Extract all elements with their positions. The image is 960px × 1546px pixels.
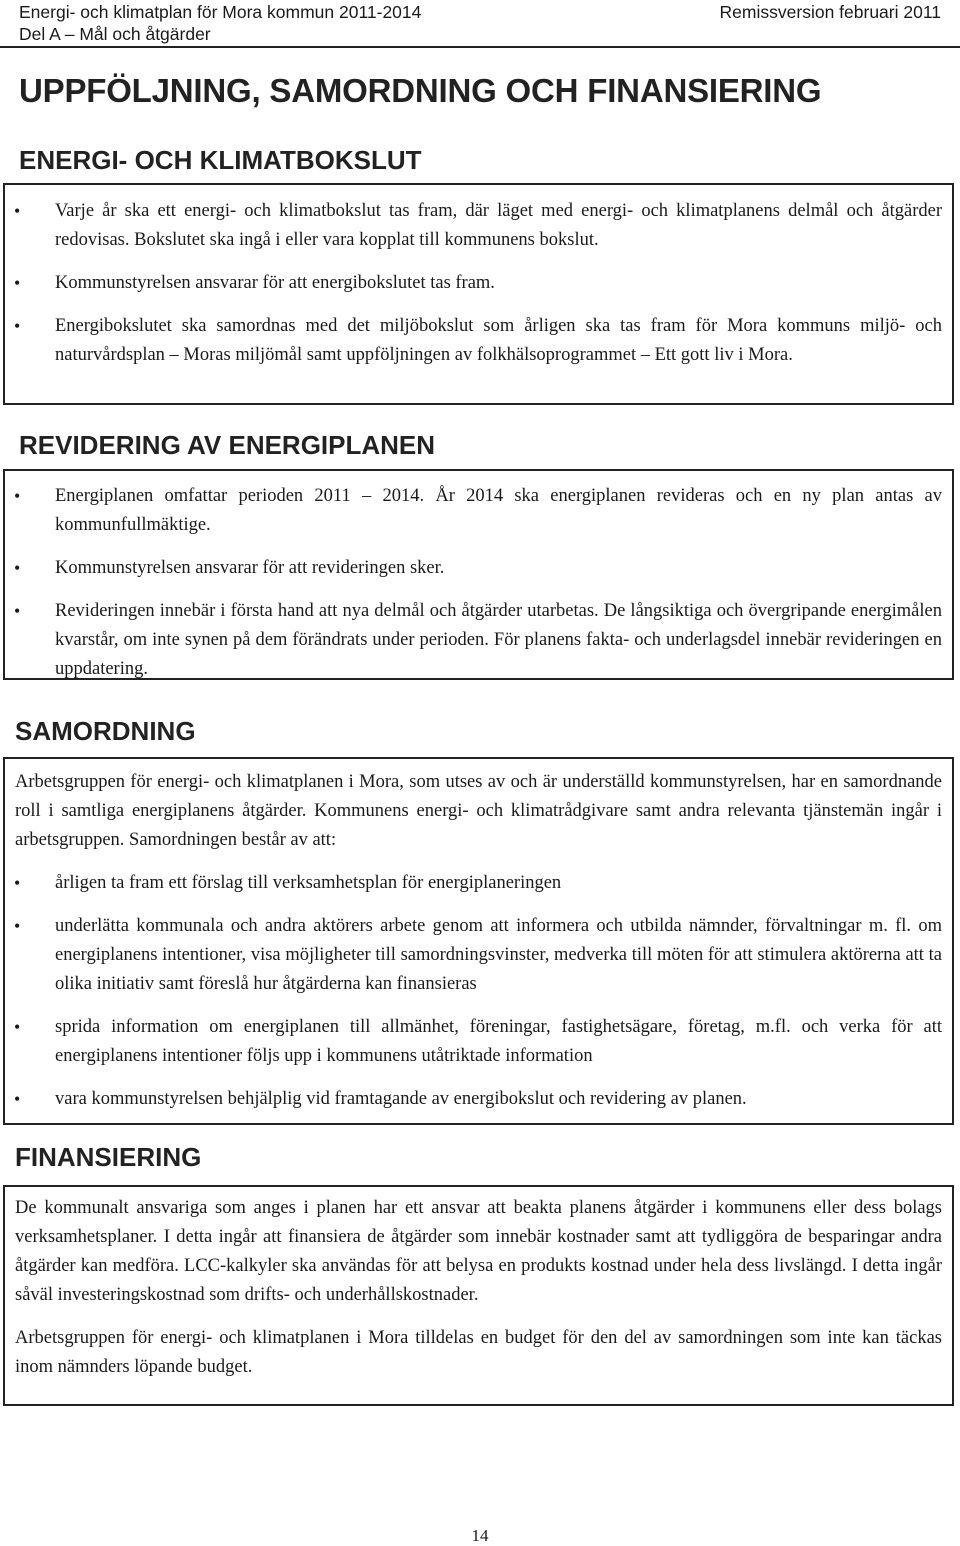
list-item: • sprida information om energiplanen till allmänhet, föreningar, fastighetsägare, företag, m.fl. och verka för att energiplanens intentioner följs upp i kommunens utåtriktade information — [5, 1013, 952, 1071]
header-doc-title: Energi- och klimatplan för Mora kommun 2011-2014 — [19, 2, 422, 22]
header-rule — [0, 46, 960, 48]
list-item: • vara kommunstyrelsen behjälplig vid framtagande av energibokslut och revidering av planen. — [5, 1085, 952, 1114]
bokslut-box — [3, 183, 954, 405]
list-item: • Revideringen innebär i första hand att nya delmål och åtgärder utarbetas. De långsiktiga och övergripande energimålen kvarstår, om inte synen på dem förändrats under perioden. För planens fakta- och underlagsdel innebär revideringen en uppdatering. — [5, 597, 952, 684]
bokslut-list — [5, 197, 952, 370]
revidering-list — [5, 482, 952, 684]
list-item: • Energiplanen omfattar perioden 2011 – 2014. År 2014 ska energiplanen revideras och en ny plan antas av kommunfullmäktige. — [5, 482, 952, 540]
section-heading-finansiering: FINANSIERING — [15, 1142, 202, 1172]
header-doc-part: Del A – Mål och åtgärder — [19, 24, 211, 44]
list-item: • årligen ta fram ett förslag till verksamhetsplan för energiplaneringen — [5, 869, 952, 898]
finansiering-paragraph-2: Arbetsgruppen för energi- och klimatplanen i Mora tilldelas en budget för den del av samordningen som inte kan täckas inom nämnders löpande budget. — [15, 1328, 942, 1377]
samordning-list — [5, 869, 952, 1114]
finansiering-box — [3, 1185, 954, 1406]
header-version: Remissversion februari 2011 — [719, 2, 941, 22]
section-heading-revidering: REVIDERING AV ENERGIPLANEN — [19, 430, 436, 460]
list-item: • Kommunstyrelsen ansvarar för att energibokslutet tas fram. — [5, 269, 952, 298]
samordning-box — [3, 757, 954, 1125]
list-item: • underlätta kommunala och andra aktörers arbete genom att informera och utbilda nämnder, förvaltningar m. fl. om energiplanens intentioner, visa möjligheter till samordningsvinster, medverka till möten för att stimulera aktörerna att ta olika initiativ samt föreslå hur åtgärderna kan finansieras — [5, 912, 952, 999]
list-item: • Varje år ska ett energi- och klimatbokslut tas fram, där läget med energi- och klimatplanens delmål och åtgärder redovisas. Bokslutet ska ingå i eller vara kopplat till kommunens bokslut. — [5, 197, 952, 255]
page-number: 14 — [471, 1526, 489, 1545]
samordning-intro: Arbetsgruppen för energi- och klimatplanen i Mora, som utses av och är underställd kommunstyrelsen, har en samordnande roll i samtliga energiplanens åtgärder. Kommunens energi- och klimatrådgivare samt andra relevanta tjänstemän ingår i arbetsgruppen. Samordningen består av att: — [15, 772, 942, 850]
list-item: • Energibokslutet ska samordnas med det miljöbokslut som årligen ska tas fram för Mora kommuns miljö- och naturvårdsplan – Moras miljömål samt uppföljningen av folkhälsoprogrammet – Ett gott liv i Mora. — [5, 312, 952, 370]
list-item: • Kommunstyrelsen ansvarar för att revideringen sker. — [5, 554, 952, 583]
finansiering-paragraph-1: De kommunalt ansvariga som anges i planen har ett ansvar att beakta planens åtgärder i kommunens eller dess bolags verksamhetsplaner. I detta ingår att finansiera de åtgärder som innebär kostnader samt att tydliggöra de besparingar andra åtgärder kan medföra. LCC-kalkyler ska användas för att belysa en produkts kostnad under hela dess livslängd. I detta ingår såväl investeringskostnad som drifts- och underhållskostnader. — [15, 1198, 942, 1305]
section-heading-bokslut: ENERGI- OCH KLIMATBOKSLUT — [19, 145, 422, 175]
section-heading-samordning: SAMORDNING — [15, 716, 196, 746]
revidering-box — [3, 469, 954, 680]
page-title: UPPFÖLJNING, SAMORDNING OCH FINANSIERING — [19, 72, 822, 109]
